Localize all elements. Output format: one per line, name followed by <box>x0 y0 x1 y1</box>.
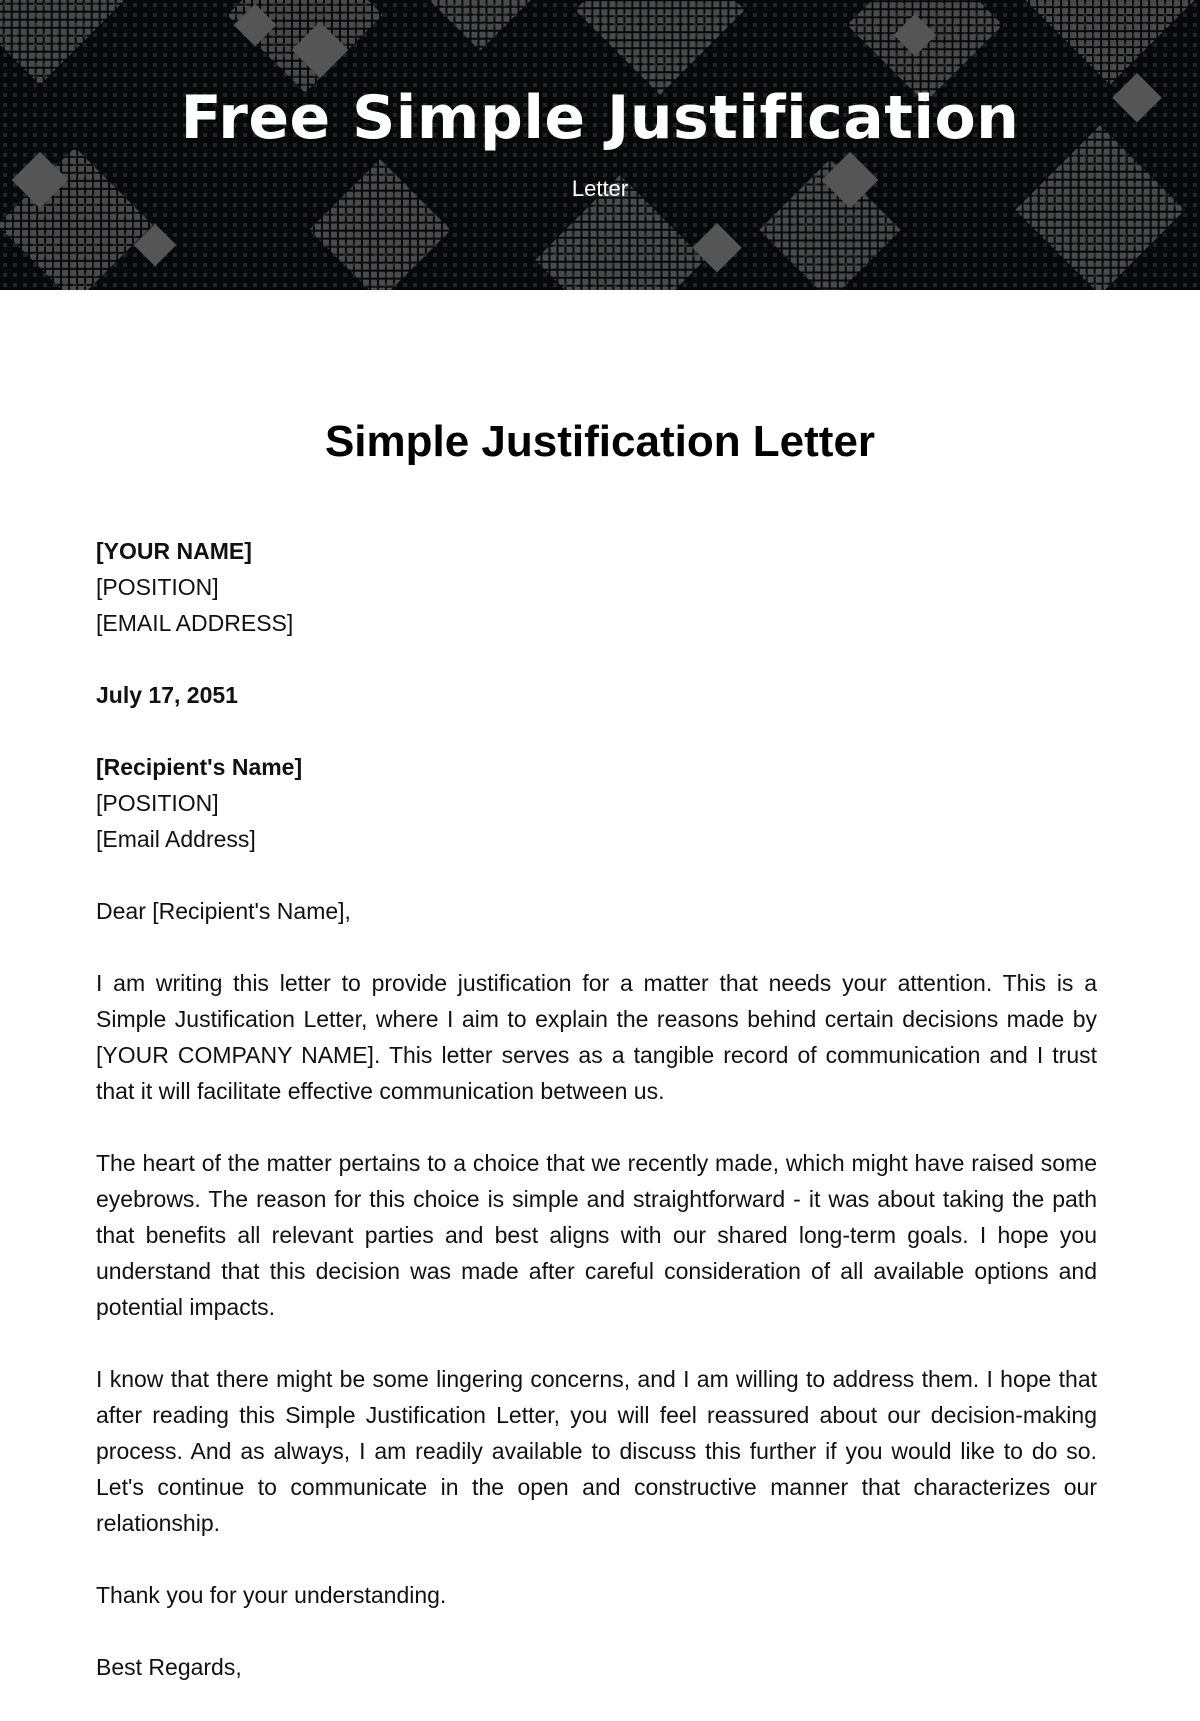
paragraph-3: I know that there might be some lingering concerns, and I am willing to address them. I hope that after reading this Simple Justification Letter, you will feel reassured about our decision-making process. And as always, I am readily available to discuss this further if you would like to do so. Let's continue to communicate in the open and constructive manner that characterizes our relationship. <box>96 1366 1097 1536</box>
banner-subtitle: Letter <box>571 176 629 201</box>
sender-email: [EMAIL ADDRESS] <box>96 610 294 636</box>
letter-date: July 17, 2051 <box>96 682 238 708</box>
recipient-email: [Email Address] <box>96 826 256 852</box>
banner-title: Free Simple Justification <box>180 83 1020 153</box>
document-title: Simple Justification Letter <box>324 417 876 466</box>
paragraph-4: Thank you for your understanding. <box>96 1582 447 1608</box>
letter-body <box>96 533 1097 1721</box>
header-banner <box>0 0 1200 290</box>
closing: Best Regards, <box>96 1654 242 1680</box>
recipient-name: [Recipient's Name] <box>96 754 303 780</box>
paragraph-2: The heart of the matter pertains to a choice that we recently made, which might have raised some eyebrows. The reason for this choice is simple and straightforward - it was about taking the path that benefits all relevant parties and best aligns with our shared long-term goals. I hope you understand that this decision was made after careful consideration of all available options and potential impacts. <box>96 1150 1097 1320</box>
salutation: Dear [Recipient's Name], <box>96 898 351 924</box>
recipient-position: [POSITION] <box>96 790 219 816</box>
sender-name: [YOUR NAME] <box>96 538 252 564</box>
sender-position: [POSITION] <box>96 574 219 600</box>
paragraph-1: I am writing this letter to provide justification for a matter that needs your attention. This is a Simple Justification Letter, where I aim to explain the reasons behind certain decisions made by [YOUR COMPANY NAME]. This letter serves as a tangible record of communication and I trust that it will facilitate effective communication between us. <box>96 970 1097 1104</box>
